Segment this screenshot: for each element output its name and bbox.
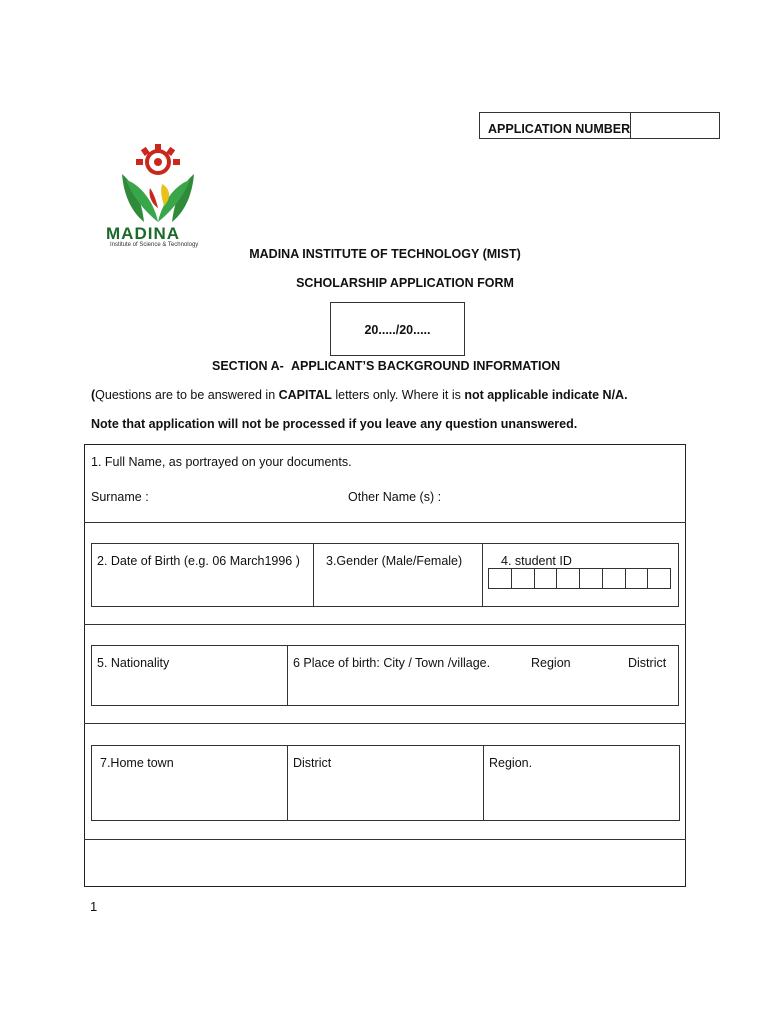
student-id-label: 4. student ID	[501, 554, 572, 568]
logo-wordmark: MADINA	[106, 224, 180, 243]
application-number-label: APPLICATION NUMBER	[488, 122, 631, 136]
pob-region-field[interactable]: Region	[531, 656, 571, 670]
student-id-digit[interactable]	[648, 569, 670, 588]
instructions-line-2: Note that application will not be processed if you leave any question unanswered.	[91, 417, 578, 431]
home-town-district-field[interactable]: District	[293, 756, 332, 770]
dob-field[interactable]: 2. Date of Birth (e.g. 06 March1996 )	[97, 554, 300, 568]
student-id-digit[interactable]	[535, 569, 558, 588]
instructions-na: not applicable indicate N/A.	[464, 388, 628, 402]
student-id-input[interactable]	[488, 568, 671, 589]
form-title: SCHOLARSHIP APPLICATION FORM	[296, 276, 514, 290]
student-id-digit[interactable]	[626, 569, 649, 588]
student-id-digit[interactable]	[557, 569, 580, 588]
cell-divider	[287, 745, 288, 821]
page-number: 1	[90, 899, 98, 914]
institution-title: MADINA INSTITUTE OF TECHNOLOGY (MIST)	[249, 247, 521, 261]
cell-divider	[287, 645, 288, 706]
cell-divider	[483, 745, 484, 821]
academic-year[interactable]: 20...../20.....	[364, 323, 431, 337]
instructions-paren: (	[91, 388, 96, 402]
instructions-text-a: Questions are to be answered in	[95, 388, 279, 402]
home-town-region-field[interactable]: Region.	[489, 756, 533, 770]
gender-field[interactable]: 3.Gender (Male/Female)	[326, 554, 463, 568]
student-id-digit[interactable]	[603, 569, 626, 588]
home-town-box	[91, 745, 680, 821]
section-heading-prefix: SECTION A-	[212, 359, 284, 373]
row-divider	[84, 723, 686, 724]
row-divider	[84, 624, 686, 625]
full-name-label: 1. Full Name, as portrayed on your documents.	[91, 455, 352, 469]
cell-divider	[313, 543, 314, 607]
row-divider	[84, 839, 686, 840]
student-id-digit[interactable]	[512, 569, 535, 588]
other-names-label[interactable]: Other Name (s) :	[348, 490, 442, 504]
nationality-field[interactable]: 5. Nationality	[97, 656, 170, 670]
instructions-line-1	[91, 388, 628, 402]
place-of-birth-field[interactable]: 6 Place of birth: City / Town /village.	[293, 656, 491, 670]
logo-subtitle: Institute of Science & Technology	[110, 242, 199, 248]
nationality-pob-box	[91, 645, 679, 706]
section-heading-title: APPLICANT’S BACKGROUND INFORMATION	[291, 359, 561, 373]
instructions-capital: CAPITAL	[278, 388, 332, 402]
application-number-field[interactable]	[630, 112, 720, 139]
surname-label[interactable]: Surname :	[91, 490, 149, 504]
pob-district-field[interactable]: District	[628, 656, 667, 670]
cell-divider	[482, 543, 483, 607]
row-divider	[84, 522, 686, 523]
student-id-digit[interactable]	[580, 569, 603, 588]
home-town-field[interactable]: 7.Home town	[100, 756, 174, 770]
instructions-text-b: letters only. Where it is	[331, 388, 465, 402]
student-id-digit[interactable]	[489, 569, 512, 588]
